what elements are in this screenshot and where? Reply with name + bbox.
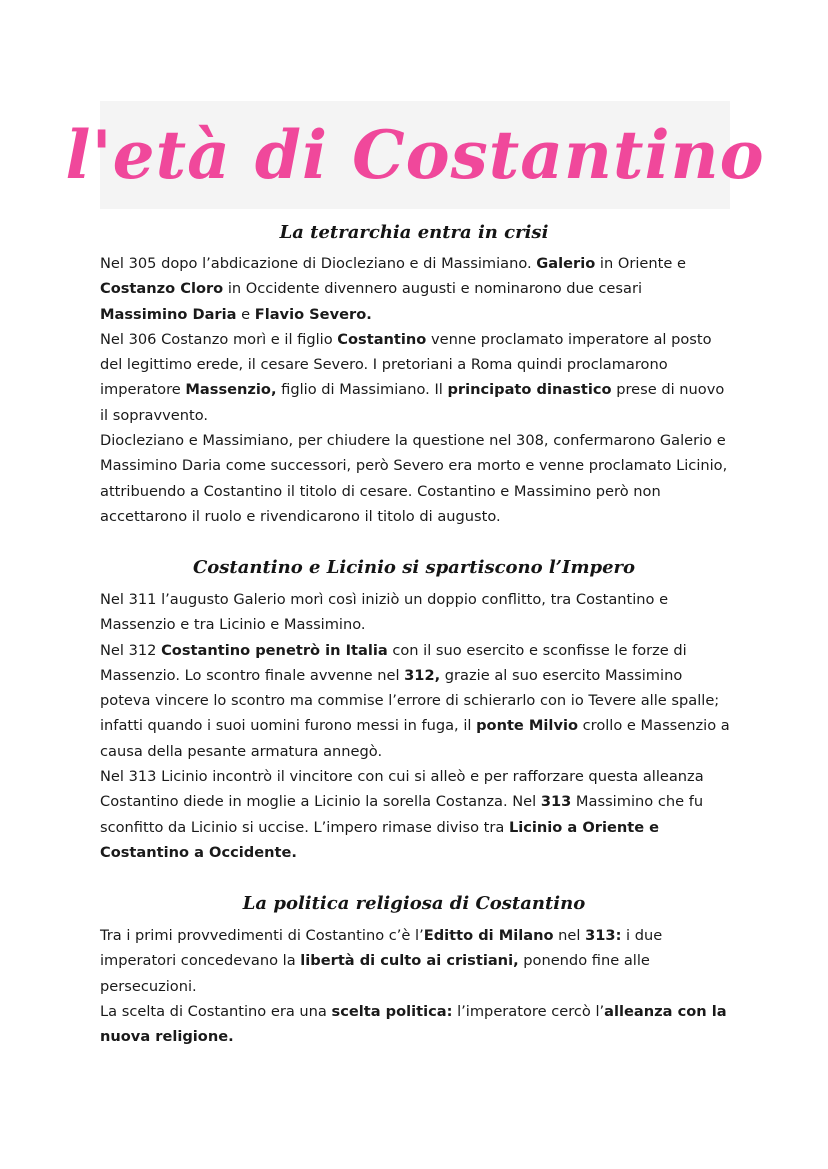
text-run: con il suo esercito e sconfisse le forze di Massenzio. Lo scontro finale avvenne nel xyxy=(100,641,687,684)
text-run: in Oriente e xyxy=(595,255,686,272)
bold-text: 313: xyxy=(585,927,622,944)
bold-text: scelta politica: xyxy=(331,1002,453,1020)
bold-text: alleanza con la nuova religione. xyxy=(100,1002,727,1046)
section-paragraph xyxy=(100,251,730,529)
bold-text: Flavio Severo. xyxy=(254,305,372,323)
section-heading: Costantino e Licinio si spartiscono l’Impero xyxy=(192,557,636,578)
bold-text: Massimino Daria xyxy=(100,305,237,323)
bold-text: libertà di culto ai cristiani, xyxy=(300,952,519,970)
text-run: e xyxy=(236,305,255,323)
bold-text: principato dinastico xyxy=(447,381,612,399)
text-run: i due imperatori concedevano la xyxy=(100,927,663,970)
bold-text: ponte Milvio xyxy=(476,717,578,735)
text-run: Nel 311 l’augusto Galerio morì così iniziò un doppio conflitto, tra Costantino e Massenzio e tra Licinio e Massimino. xyxy=(100,591,669,634)
text-run: grazie al suo esercito Massimino poteva vincere lo scontro ma commise l’errore di schierarlo con io Tevere alle spalle; infatti quando i suoi uomini furono messi in fuga, il xyxy=(100,666,720,735)
bold-text: 312, xyxy=(404,666,441,684)
section-heading: La tetrarchia entra in crisi xyxy=(279,222,549,243)
text-run: l’imperatore cercò l’ xyxy=(452,1002,605,1020)
bold-text: Galerio xyxy=(536,255,596,272)
text-run: in Occidente divennero augusti e nominarono due cesari xyxy=(223,280,643,298)
bold-text: Massenzio, xyxy=(185,381,277,399)
text-run: Diocleziano e Massimiano, per chiudere la questione nel 308, confermarono Galerio e Massimino Daria come successori, però Severo era morto e venne proclamato Licinio, attribuendo a Costantino il titolo di cesare. Costantino e Massimino però non accettarono il ruolo e rivendicarono il titolo di augusto. xyxy=(100,432,728,525)
bold-text: Costantino xyxy=(337,330,427,348)
text-run: venne proclamato imperatore al posto del legittimo erede, il cesare Severo. I pretoriani a Roma quindi proclamarono imperatore xyxy=(100,330,712,399)
text-run: Massimino che fu sconfitto da Licinio si uccise. L’impero rimase diviso tra xyxy=(100,793,704,836)
text-run: La scelta di Costantino era una xyxy=(100,1002,332,1020)
text-run: ponendo fine alle persecuzioni. xyxy=(100,952,650,995)
text-run: Tra i primi provvedimenti di Costantino c’è l’ xyxy=(100,927,424,944)
bold-text: 313 xyxy=(540,793,572,811)
section-paragraph xyxy=(100,923,730,1049)
bold-text: Costantino penetrò in Italia xyxy=(161,641,388,659)
section-paragraph xyxy=(100,587,730,865)
text-run: Nel 312 xyxy=(100,641,162,659)
bold-text: Editto di Milano xyxy=(423,927,554,944)
document-title: l'età di Costantino xyxy=(65,116,765,194)
text-run: prese di nuovo il sopravvento. xyxy=(100,381,725,424)
text-run: nel xyxy=(553,927,586,944)
title-banner xyxy=(65,101,765,209)
text-run: Nel 313 Licinio incontrò il vincitore con cui si alleò e per rafforzare questa alleanza Costantino diede in moglie a Licinio la sorella Costanza. Nel xyxy=(100,768,704,811)
text-run: Nel 305 dopo l’abdicazione di Diocleziano e di Massimiano. xyxy=(100,255,537,272)
section-heading: La politica religiosa di Costantino xyxy=(242,893,586,914)
text-run: crollo e Massenzio a causa della pesante armatura annegò. xyxy=(100,717,730,760)
bold-text: Costanzo Cloro xyxy=(100,280,224,298)
bold-text: Licinio a Oriente e Costantino a Occidente. xyxy=(100,818,660,861)
text-run: figlio di Massimiano. Il xyxy=(276,381,448,399)
text-run: Nel 306 Costanzo morì e il figlio xyxy=(100,330,338,348)
